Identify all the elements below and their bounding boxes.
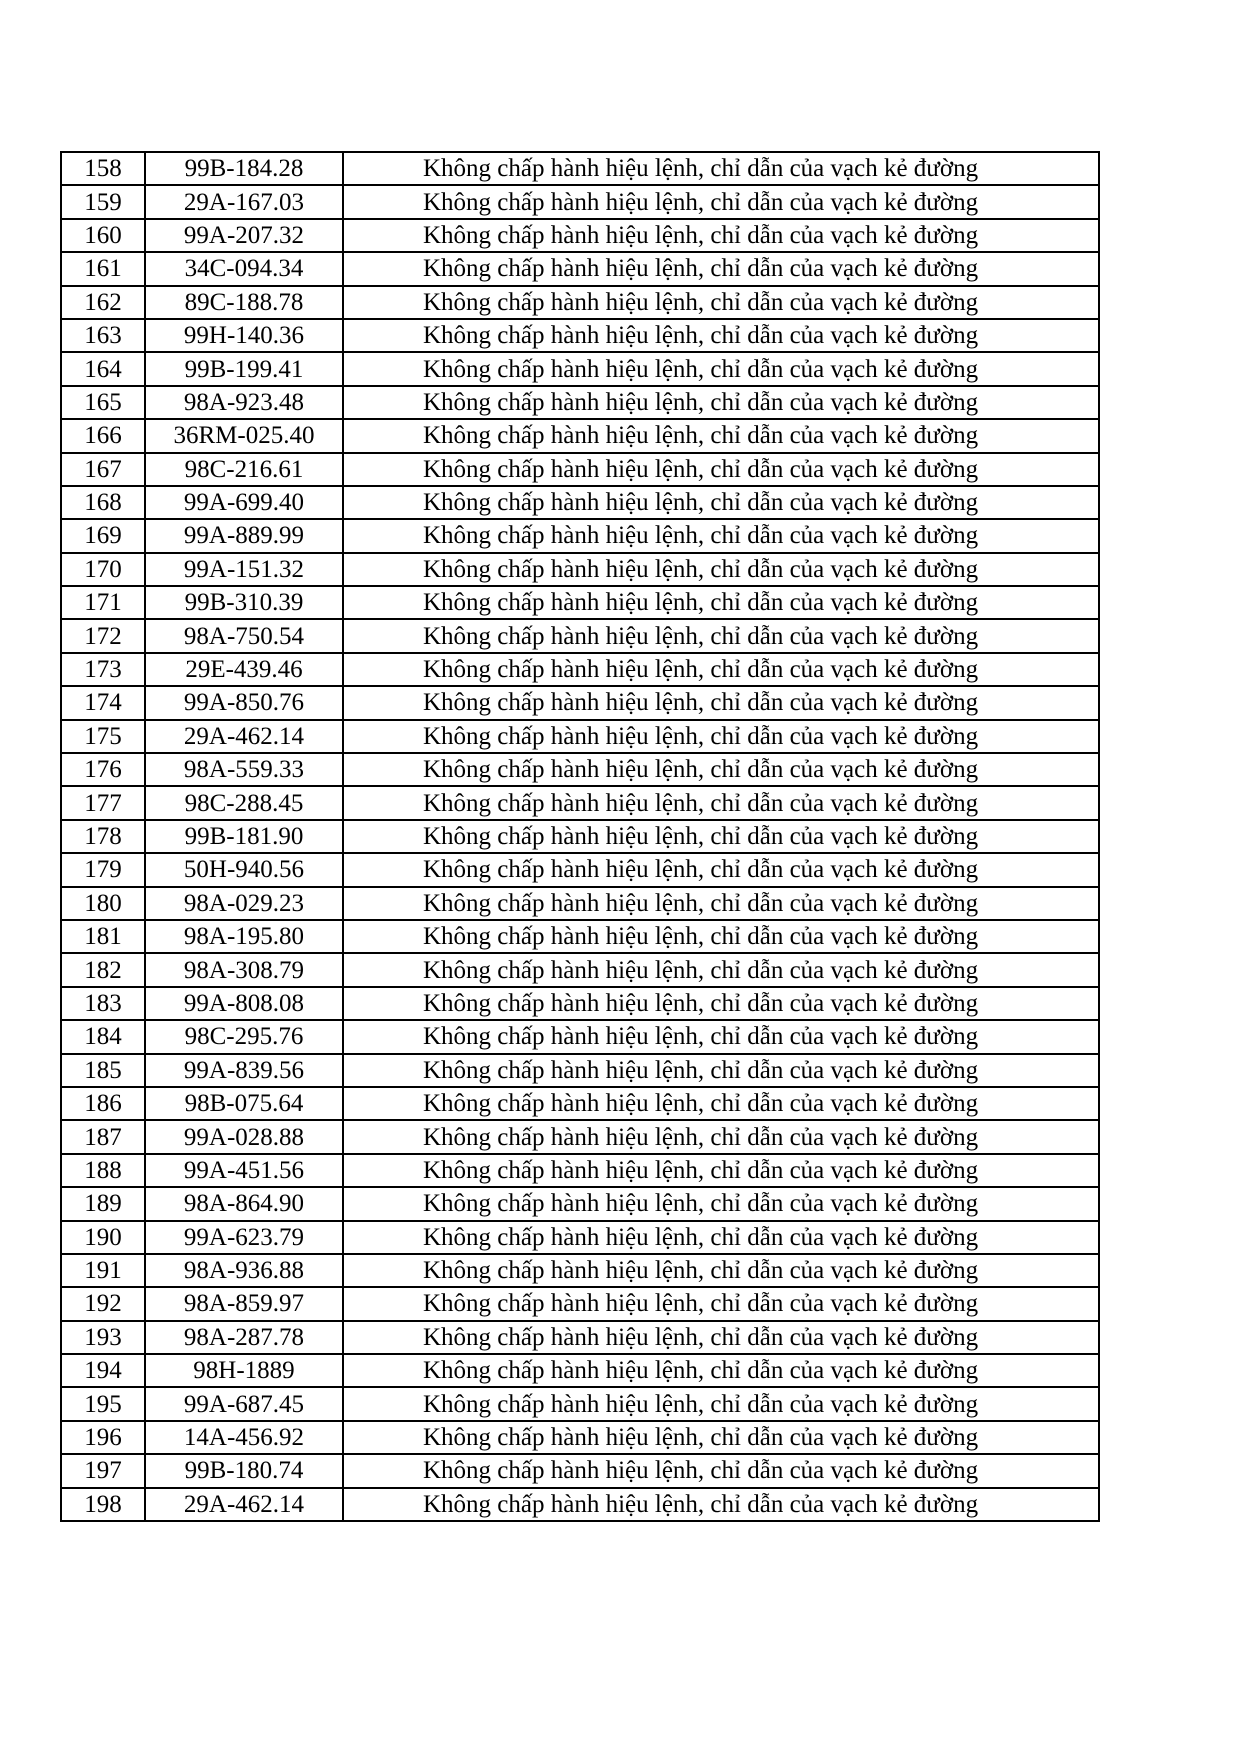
table-row xyxy=(61,1321,1099,1354)
violation-description-cell: Không chấp hành hiệu lệnh, chỉ dẫn của vạch kẻ đường xyxy=(343,1087,1099,1120)
row-number-cell: 191 xyxy=(61,1254,145,1287)
violation-description-cell: Không chấp hành hiệu lệnh, chỉ dẫn của vạch kẻ đường xyxy=(343,486,1099,519)
row-number-cell: 182 xyxy=(61,953,145,986)
row-number-cell: 195 xyxy=(61,1387,145,1420)
row-number-cell: 183 xyxy=(61,987,145,1020)
table-row xyxy=(61,486,1099,519)
license-plate-cell: 98A-287.78 xyxy=(145,1321,343,1354)
row-number-cell: 186 xyxy=(61,1087,145,1120)
table-row xyxy=(61,920,1099,953)
row-number-cell: 194 xyxy=(61,1354,145,1387)
violation-description-cell: Không chấp hành hiệu lệnh, chỉ dẫn của vạch kẻ đường xyxy=(343,1454,1099,1487)
license-plate-cell: 99B-180.74 xyxy=(145,1454,343,1487)
table-row xyxy=(61,286,1099,319)
table-row xyxy=(61,386,1099,419)
license-plate-cell: 14A-456.92 xyxy=(145,1421,343,1454)
row-number-cell: 178 xyxy=(61,820,145,853)
row-number-cell: 198 xyxy=(61,1488,145,1521)
license-plate-cell: 98C-216.61 xyxy=(145,453,343,486)
row-number-cell: 196 xyxy=(61,1421,145,1454)
row-number-cell: 190 xyxy=(61,1221,145,1254)
license-plate-cell: 98A-859.97 xyxy=(145,1287,343,1320)
license-plate-cell: 99B-199.41 xyxy=(145,352,343,385)
license-plate-cell: 99A-699.40 xyxy=(145,486,343,519)
violation-description-cell: Không chấp hành hiệu lệnh, chỉ dẫn của vạch kẻ đường xyxy=(343,619,1099,652)
violation-description-cell: Không chấp hành hiệu lệnh, chỉ dẫn của vạch kẻ đường xyxy=(343,586,1099,619)
violation-description-cell: Không chấp hành hiệu lệnh, chỉ dẫn của vạch kẻ đường xyxy=(343,887,1099,920)
license-plate-cell: 99A-687.45 xyxy=(145,1387,343,1420)
row-number-cell: 162 xyxy=(61,286,145,319)
table-row xyxy=(61,1387,1099,1420)
license-plate-cell: 99A-207.32 xyxy=(145,219,343,252)
license-plate-cell: 99B-181.90 xyxy=(145,820,343,853)
violation-description-cell: Không chấp hành hiệu lệnh, chỉ dẫn của vạch kẻ đường xyxy=(343,1354,1099,1387)
table-row xyxy=(61,419,1099,452)
license-plate-cell: 50H-940.56 xyxy=(145,853,343,886)
table-row xyxy=(61,1087,1099,1120)
table-row xyxy=(61,319,1099,352)
table-row xyxy=(61,453,1099,486)
row-number-cell: 192 xyxy=(61,1287,145,1320)
violation-description-cell: Không chấp hành hiệu lệnh, chỉ dẫn của vạch kẻ đường xyxy=(343,820,1099,853)
row-number-cell: 174 xyxy=(61,686,145,719)
license-plate-cell: 98A-923.48 xyxy=(145,386,343,419)
row-number-cell: 163 xyxy=(61,319,145,352)
row-number-cell: 164 xyxy=(61,352,145,385)
table-row xyxy=(61,1354,1099,1387)
row-number-cell: 160 xyxy=(61,219,145,252)
row-number-cell: 167 xyxy=(61,453,145,486)
row-number-cell: 181 xyxy=(61,920,145,953)
violation-description-cell: Không chấp hành hiệu lệnh, chỉ dẫn của vạch kẻ đường xyxy=(343,987,1099,1020)
row-number-cell: 187 xyxy=(61,1120,145,1153)
violation-description-cell: Không chấp hành hiệu lệnh, chỉ dẫn của vạch kẻ đường xyxy=(343,1120,1099,1153)
table-row xyxy=(61,653,1099,686)
violation-description-cell: Không chấp hành hiệu lệnh, chỉ dẫn của vạch kẻ đường xyxy=(343,786,1099,819)
row-number-cell: 171 xyxy=(61,586,145,619)
table-row xyxy=(61,786,1099,819)
license-plate-cell: 98A-864.90 xyxy=(145,1187,343,1220)
license-plate-cell: 98C-295.76 xyxy=(145,1020,343,1053)
license-plate-cell: 99A-889.99 xyxy=(145,519,343,552)
license-plate-cell: 99A-028.88 xyxy=(145,1120,343,1153)
table-row xyxy=(61,185,1099,218)
table-row xyxy=(61,686,1099,719)
violation-description-cell: Không chấp hành hiệu lệnh, chỉ dẫn của vạch kẻ đường xyxy=(343,686,1099,719)
license-plate-cell: 99A-451.56 xyxy=(145,1154,343,1187)
table-row xyxy=(61,1187,1099,1220)
table-row xyxy=(61,887,1099,920)
license-plate-cell: 29A-462.14 xyxy=(145,720,343,753)
violation-description-cell: Không chấp hành hiệu lệnh, chỉ dẫn của vạch kẻ đường xyxy=(343,1154,1099,1187)
violation-description-cell: Không chấp hành hiệu lệnh, chỉ dẫn của vạch kẻ đường xyxy=(343,352,1099,385)
violation-description-cell: Không chấp hành hiệu lệnh, chỉ dẫn của vạch kẻ đường xyxy=(343,319,1099,352)
license-plate-cell: 99B-310.39 xyxy=(145,586,343,619)
row-number-cell: 175 xyxy=(61,720,145,753)
row-number-cell: 173 xyxy=(61,653,145,686)
violation-description-cell: Không chấp hành hiệu lệnh, chỉ dẫn của vạch kẻ đường xyxy=(343,1421,1099,1454)
license-plate-cell: 98H-1889 xyxy=(145,1354,343,1387)
license-plate-cell: 29A-462.14 xyxy=(145,1488,343,1521)
table-row xyxy=(61,1221,1099,1254)
table-row xyxy=(61,519,1099,552)
license-plate-cell: 99A-850.76 xyxy=(145,686,343,719)
violation-description-cell: Không chấp hành hiệu lệnh, chỉ dẫn của vạch kẻ đường xyxy=(343,1054,1099,1087)
license-plate-cell: 98A-936.88 xyxy=(145,1254,343,1287)
table-row xyxy=(61,953,1099,986)
violation-description-cell: Không chấp hành hiệu lệnh, chỉ dẫn của vạch kẻ đường xyxy=(343,1254,1099,1287)
violation-description-cell: Không chấp hành hiệu lệnh, chỉ dẫn của vạch kẻ đường xyxy=(343,1020,1099,1053)
violation-description-cell: Không chấp hành hiệu lệnh, chỉ dẫn của vạch kẻ đường xyxy=(343,386,1099,419)
license-plate-cell: 99A-839.56 xyxy=(145,1054,343,1087)
violation-description-cell: Không chấp hành hiệu lệnh, chỉ dẫn của vạch kẻ đường xyxy=(343,1221,1099,1254)
violations-table xyxy=(60,151,1100,1522)
row-number-cell: 161 xyxy=(61,252,145,285)
row-number-cell: 166 xyxy=(61,419,145,452)
license-plate-cell: 29E-439.46 xyxy=(145,653,343,686)
row-number-cell: 165 xyxy=(61,386,145,419)
license-plate-cell: 98B-075.64 xyxy=(145,1087,343,1120)
table-row xyxy=(61,1488,1099,1521)
row-number-cell: 170 xyxy=(61,553,145,586)
violation-description-cell: Không chấp hành hiệu lệnh, chỉ dẫn của vạch kẻ đường xyxy=(343,1321,1099,1354)
license-plate-cell: 99A-151.32 xyxy=(145,553,343,586)
violation-description-cell: Không chấp hành hiệu lệnh, chỉ dẫn của vạch kẻ đường xyxy=(343,152,1099,185)
violation-description-cell: Không chấp hành hiệu lệnh, chỉ dẫn của vạch kẻ đường xyxy=(343,219,1099,252)
violation-description-cell: Không chấp hành hiệu lệnh, chỉ dẫn của vạch kẻ đường xyxy=(343,1187,1099,1220)
table-row xyxy=(61,619,1099,652)
violation-description-cell: Không chấp hành hiệu lệnh, chỉ dẫn của vạch kẻ đường xyxy=(343,553,1099,586)
violation-description-cell: Không chấp hành hiệu lệnh, chỉ dẫn của vạch kẻ đường xyxy=(343,185,1099,218)
row-number-cell: 193 xyxy=(61,1321,145,1354)
row-number-cell: 158 xyxy=(61,152,145,185)
violation-description-cell: Không chấp hành hiệu lệnh, chỉ dẫn của vạch kẻ đường xyxy=(343,953,1099,986)
violation-description-cell: Không chấp hành hiệu lệnh, chỉ dẫn của vạch kẻ đường xyxy=(343,853,1099,886)
violation-description-cell: Không chấp hành hiệu lệnh, chỉ dẫn của vạch kẻ đường xyxy=(343,252,1099,285)
license-plate-cell: 99A-808.08 xyxy=(145,987,343,1020)
row-number-cell: 177 xyxy=(61,786,145,819)
table-row xyxy=(61,1154,1099,1187)
row-number-cell: 189 xyxy=(61,1187,145,1220)
table-row xyxy=(61,753,1099,786)
row-number-cell: 197 xyxy=(61,1454,145,1487)
license-plate-cell: 99H-140.36 xyxy=(145,319,343,352)
table-row xyxy=(61,1421,1099,1454)
license-plate-cell: 36RM-025.40 xyxy=(145,419,343,452)
license-plate-cell: 98C-288.45 xyxy=(145,786,343,819)
violation-description-cell: Không chấp hành hiệu lệnh, chỉ dẫn của vạch kẻ đường xyxy=(343,1488,1099,1521)
license-plate-cell: 34C-094.34 xyxy=(145,252,343,285)
row-number-cell: 159 xyxy=(61,185,145,218)
row-number-cell: 184 xyxy=(61,1020,145,1053)
table-row xyxy=(61,987,1099,1020)
table-row xyxy=(61,853,1099,886)
violation-description-cell: Không chấp hành hiệu lệnh, chỉ dẫn của vạch kẻ đường xyxy=(343,286,1099,319)
violation-description-cell: Không chấp hành hiệu lệnh, chỉ dẫn của vạch kẻ đường xyxy=(343,1387,1099,1420)
row-number-cell: 185 xyxy=(61,1054,145,1087)
license-plate-cell: 98A-195.80 xyxy=(145,920,343,953)
violation-description-cell: Không chấp hành hiệu lệnh, chỉ dẫn của vạch kẻ đường xyxy=(343,920,1099,953)
violation-description-cell: Không chấp hành hiệu lệnh, chỉ dẫn của vạch kẻ đường xyxy=(343,720,1099,753)
violations-table-body xyxy=(61,152,1099,1521)
violation-description-cell: Không chấp hành hiệu lệnh, chỉ dẫn của vạch kẻ đường xyxy=(343,419,1099,452)
table-row xyxy=(61,1287,1099,1320)
table-row xyxy=(61,152,1099,185)
license-plate-cell: 99B-184.28 xyxy=(145,152,343,185)
table-row xyxy=(61,553,1099,586)
violation-description-cell: Không chấp hành hiệu lệnh, chỉ dẫn của vạch kẻ đường xyxy=(343,753,1099,786)
violation-description-cell: Không chấp hành hiệu lệnh, chỉ dẫn của vạch kẻ đường xyxy=(343,519,1099,552)
table-row xyxy=(61,252,1099,285)
row-number-cell: 172 xyxy=(61,619,145,652)
row-number-cell: 176 xyxy=(61,753,145,786)
license-plate-cell: 98A-308.79 xyxy=(145,953,343,986)
table-row xyxy=(61,820,1099,853)
license-plate-cell: 29A-167.03 xyxy=(145,185,343,218)
license-plate-cell: 98A-029.23 xyxy=(145,887,343,920)
table-row xyxy=(61,1054,1099,1087)
row-number-cell: 168 xyxy=(61,486,145,519)
license-plate-cell: 99A-623.79 xyxy=(145,1221,343,1254)
table-row xyxy=(61,586,1099,619)
row-number-cell: 169 xyxy=(61,519,145,552)
table-row xyxy=(61,1120,1099,1153)
row-number-cell: 179 xyxy=(61,853,145,886)
table-row xyxy=(61,720,1099,753)
table-row xyxy=(61,352,1099,385)
table-row xyxy=(61,1254,1099,1287)
license-plate-cell: 98A-750.54 xyxy=(145,619,343,652)
table-row xyxy=(61,219,1099,252)
row-number-cell: 188 xyxy=(61,1154,145,1187)
table-row xyxy=(61,1020,1099,1053)
license-plate-cell: 98A-559.33 xyxy=(145,753,343,786)
license-plate-cell: 89C-188.78 xyxy=(145,286,343,319)
violation-description-cell: Không chấp hành hiệu lệnh, chỉ dẫn của vạch kẻ đường xyxy=(343,1287,1099,1320)
violation-description-cell: Không chấp hành hiệu lệnh, chỉ dẫn của vạch kẻ đường xyxy=(343,453,1099,486)
row-number-cell: 180 xyxy=(61,887,145,920)
violation-description-cell: Không chấp hành hiệu lệnh, chỉ dẫn của vạch kẻ đường xyxy=(343,653,1099,686)
table-row xyxy=(61,1454,1099,1487)
